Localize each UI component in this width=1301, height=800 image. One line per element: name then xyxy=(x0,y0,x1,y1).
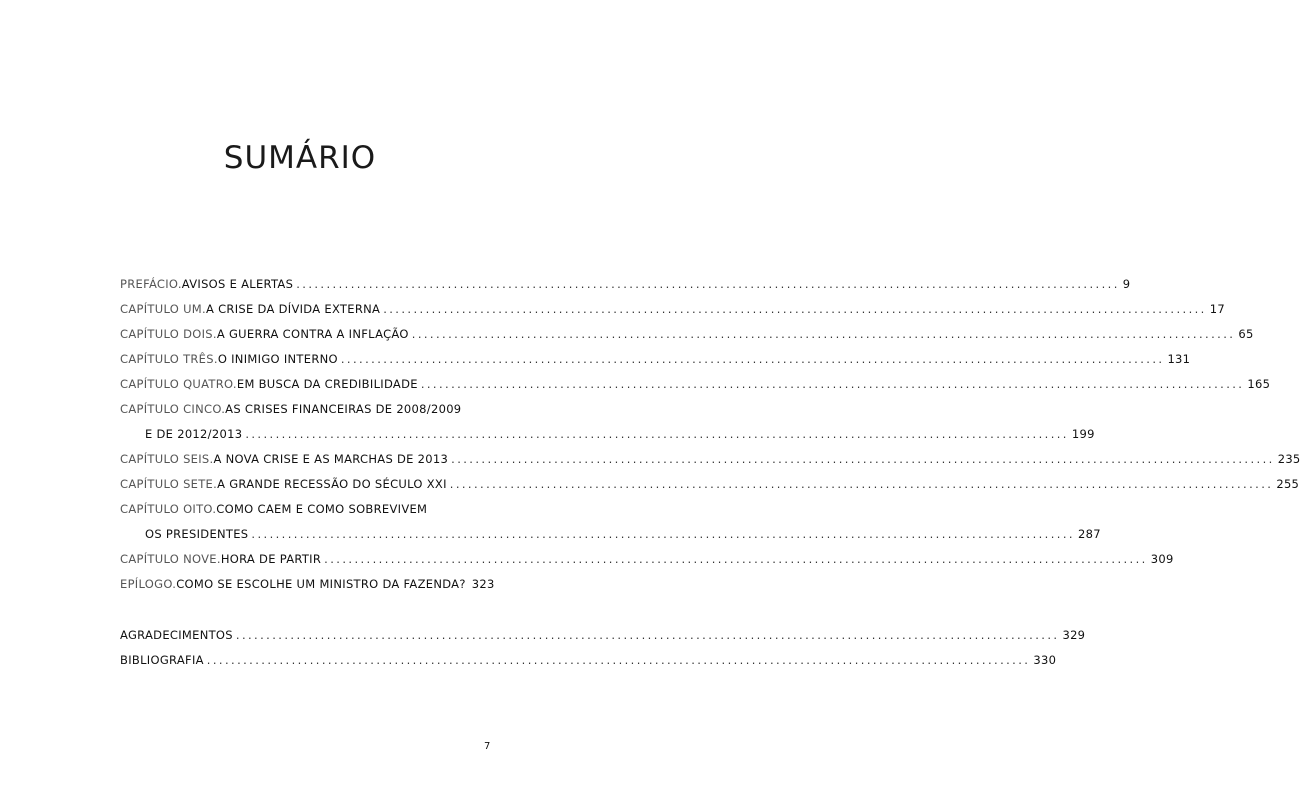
toc-entry-prefacio[interactable] xyxy=(120,277,1131,302)
toc-entry-label: CAPÍTULO UM. xyxy=(120,302,206,316)
toc-entry-capitulo-oito-continued[interactable] xyxy=(120,527,1101,552)
dot-leader xyxy=(450,477,1274,491)
toc-entry-page: 309 xyxy=(1150,552,1174,566)
dot-leader xyxy=(324,552,1148,566)
toc-entry-page: 235 xyxy=(1277,452,1301,466)
toc-entry-page: 329 xyxy=(1062,628,1086,642)
dot-leader xyxy=(412,327,1236,341)
toc-entry-capitulo-um[interactable] xyxy=(120,302,1225,327)
toc-entry-title: AGRADECIMENTOS xyxy=(120,628,233,642)
toc-entry-title: A NOVA CRISE E AS MARCHAS DE 2013 xyxy=(213,452,449,466)
toc-entry-label: CAPÍTULO QUATRO. xyxy=(120,377,237,391)
toc-entry-bibliografia[interactable] xyxy=(120,653,1057,678)
toc-entry-capitulo-cinco-continued[interactable] xyxy=(120,427,1095,452)
toc-entry-title: A GUERRA CONTRA A INFLAÇÃO xyxy=(216,327,409,341)
toc-entry-page: 330 xyxy=(1033,653,1057,667)
dot-leader xyxy=(207,653,1031,667)
toc-section-gap xyxy=(120,602,488,628)
toc-entry-title: BIBLIOGRAFIA xyxy=(120,653,204,667)
dot-leader xyxy=(296,277,1120,291)
toc-entry-page: 199 xyxy=(1071,427,1095,441)
toc-entry-label: EPÍLOGO. xyxy=(120,577,177,591)
toc-entry-page: 9 xyxy=(1122,277,1131,291)
toc-entry-label: CAPÍTULO NOVE. xyxy=(120,552,221,566)
toc-entry-title: HORA DE PARTIR xyxy=(220,552,322,566)
toc-entry-label: CAPÍTULO DOIS. xyxy=(120,327,217,341)
dot-leader xyxy=(451,452,1275,466)
toc-entry-label: CAPÍTULO OITO. xyxy=(120,502,217,516)
toc-entry-label: PREFÁCIO. xyxy=(120,277,182,291)
dot-leader xyxy=(236,628,1060,642)
toc-entry-agradecimentos[interactable] xyxy=(120,628,1086,653)
table-of-contents xyxy=(120,277,1301,678)
dot-leader xyxy=(383,302,1207,316)
toc-entry-capitulo-nove[interactable] xyxy=(120,552,1174,577)
toc-entry-title: COMO SE ESCOLHE UM MINISTRO DA FAZENDA? xyxy=(176,577,466,591)
toc-entry-capitulo-dois[interactable] xyxy=(120,327,1254,352)
toc-entry-page: 255 xyxy=(1276,477,1300,491)
toc-entry-page: 131 xyxy=(1167,352,1191,366)
toc-entry-label: CAPÍTULO SETE. xyxy=(120,477,218,491)
toc-entry-title: E DE 2012/2013 xyxy=(145,427,243,441)
dot-leader xyxy=(421,377,1245,391)
toc-entry-title: AS CRISES FINANCEIRAS DE 2008/2009 xyxy=(225,402,462,416)
dot-leader xyxy=(245,427,1069,441)
toc-entry-page: 65 xyxy=(1238,327,1254,341)
dot-leader xyxy=(341,352,1165,366)
toc-entry-capitulo-seis[interactable] xyxy=(120,452,1301,477)
toc-entry-title: O INIMIGO INTERNO xyxy=(217,352,338,366)
toc-entry-capitulo-tres[interactable] xyxy=(120,352,1191,377)
toc-entry-title: OS PRESIDENTES xyxy=(145,527,249,541)
toc-entry-capitulo-oito[interactable] xyxy=(120,502,488,527)
toc-entry-capitulo-sete[interactable] xyxy=(120,477,1300,502)
toc-entry-page: 17 xyxy=(1209,302,1225,316)
toc-entry-label: CAPÍTULO TRÊS. xyxy=(120,352,218,366)
toc-entry-title: AVISOS E ALERTAS xyxy=(181,277,294,291)
toc-entry-title: A CRISE DA DÍVIDA EXTERNA xyxy=(205,302,381,316)
toc-entry-title: A GRANDE RECESSÃO DO SÉCULO XXI xyxy=(217,477,447,491)
page-title: SUMÁRIO xyxy=(223,140,377,176)
toc-entry-page: 287 xyxy=(1077,527,1101,541)
toc-entry-capitulo-cinco[interactable] xyxy=(120,402,488,427)
toc-entry-title: COMO CAEM E COMO SOBREVIVEM xyxy=(216,502,428,516)
toc-entry-title: EM BUSCA DA CREDIBILIDADE xyxy=(236,377,418,391)
page-number: 7 xyxy=(484,741,491,752)
toc-entry-page: 165 xyxy=(1247,377,1271,391)
toc-entry-capitulo-quatro[interactable] xyxy=(120,377,1271,402)
toc-entry-page: 323 xyxy=(471,577,495,591)
toc-entry-label: CAPÍTULO CINCO. xyxy=(120,402,226,416)
toc-entry-epilogo[interactable] xyxy=(120,577,495,602)
dot-leader xyxy=(251,527,1075,541)
toc-entry-label: CAPÍTULO SEIS. xyxy=(120,452,214,466)
